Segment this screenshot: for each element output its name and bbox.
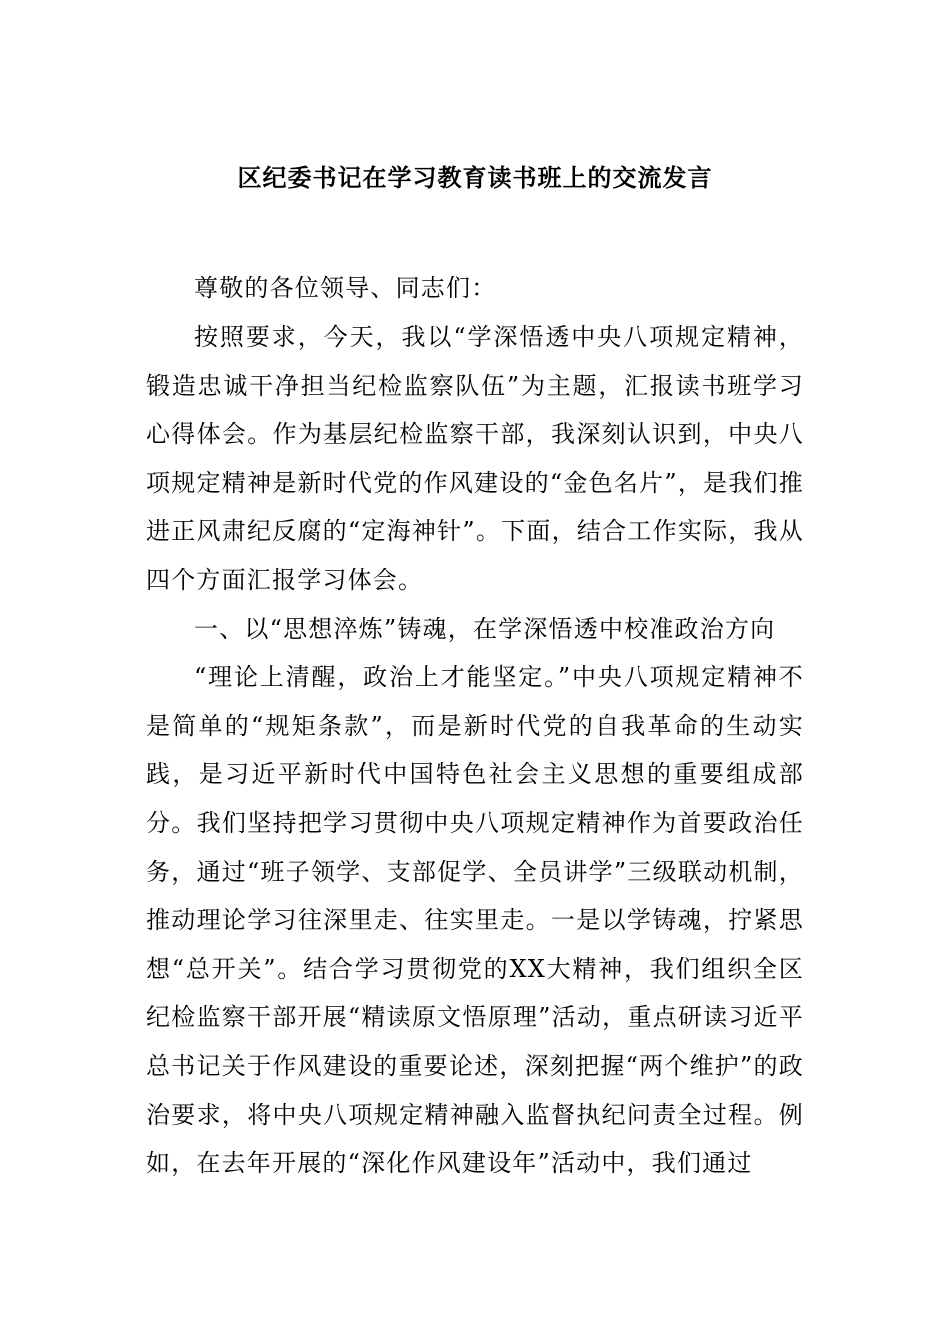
paragraph-section-1: “理论上清醒，政治上才能坚定。”中央八项规定精神不是简单的“规矩条款”，而是新时代党的自我革命的生动实践，是习近平新时代中国特色社会主义思想的重要组成部分。我们坚持把学习贯彻中央八项规定精神作为首要政治任务，通过“班子领学、支部促学、全员讲学”三级联动机制，推动理论学习往深里走、往实里走。一是以学铸魂，拧紧思想“总开关”。结合学习贯彻党的XX大精神，我们组织全区纪检监察干部开展“精读原文悟原理”活动，重点研读习近平总书记关于作风建设的重要论述，深刻把握“两个维护”的政治要求，将中央八项规定精神融入监督执纪问责全过程。例如，在去年开展的“深化作风建设年”活动中，我们通过 xyxy=(146,663,804,1178)
document-title: 区纪委书记在学习教育读书班上的交流发言 xyxy=(237,163,713,192)
salutation-text: 尊敬的各位领导、同志们： xyxy=(194,274,497,302)
salutation xyxy=(146,264,804,313)
paragraph-intro: 按照要求，今天，我以“学深悟透中央八项规定精神，锻造忠诚干净担当纪检监察队伍”为主题，汇报读书班学习心得体会。作为基层纪检监察干部，我深刻认识到，中央八项规定精神是新时代党的作风建设的“金色名片”，是我们推进正风肃纪反腐的“定海神针”。下面，结合工作实际，我从四个方面汇报学习体会。 xyxy=(146,323,804,594)
section-heading-1: 一、以“思想淬炼”铸魂，在学深悟透中校准政治方向 xyxy=(194,614,776,643)
document-body xyxy=(146,313,804,1188)
